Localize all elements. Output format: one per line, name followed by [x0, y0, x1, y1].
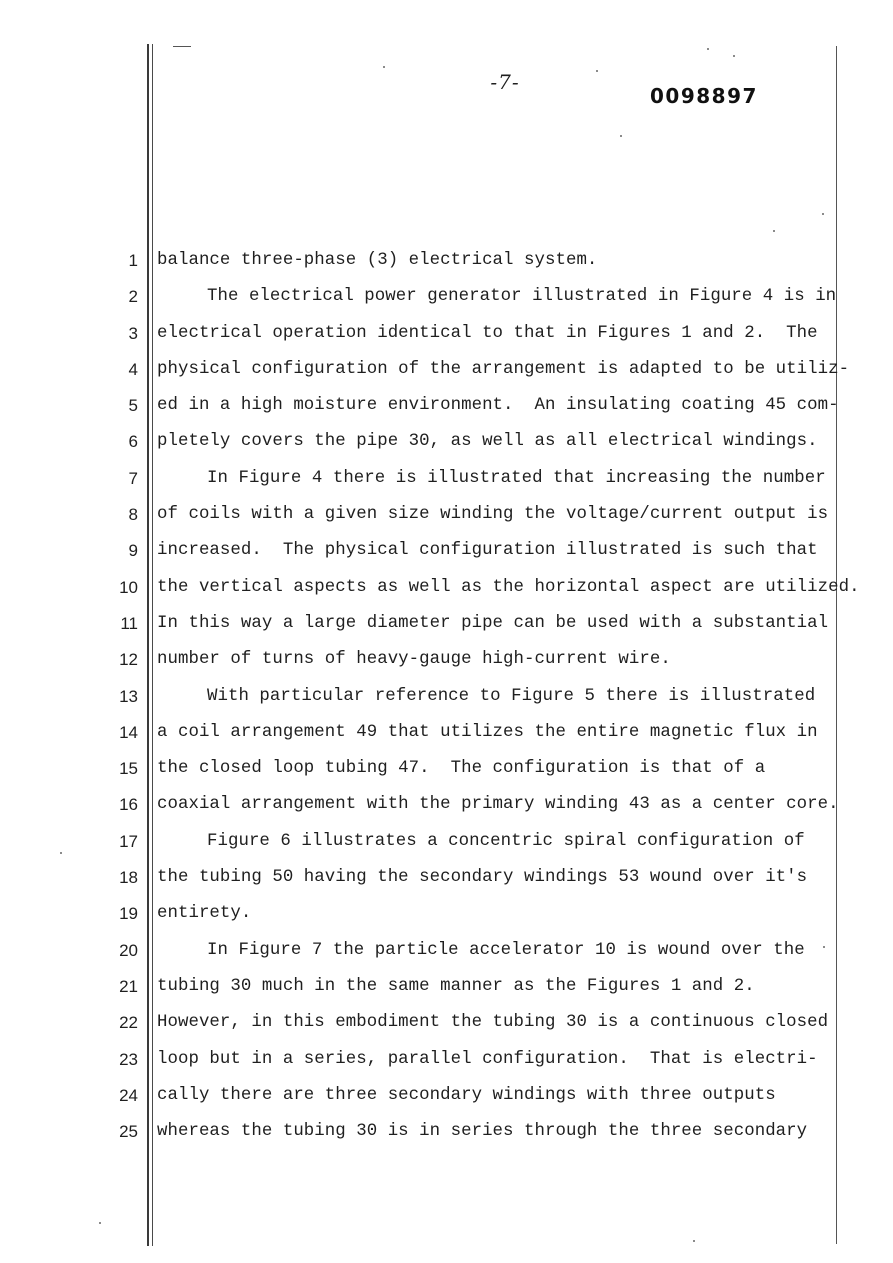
text-line — [0, 862, 893, 898]
line-text: tubing 30 much in the same manner as the Figures 1 and 2. — [157, 976, 755, 996]
text-line — [0, 426, 893, 462]
scan-speck — [822, 213, 824, 215]
text-line — [0, 1116, 893, 1152]
line-text: the closed loop tubing 47. The configuration is that of a — [157, 759, 766, 779]
line-number: 6 — [128, 432, 138, 452]
text-line — [0, 681, 893, 717]
text-line — [0, 935, 893, 971]
line-number: 25 — [119, 1122, 138, 1142]
line-text: With particular reference to Figure 5 there is illustrated — [207, 686, 816, 706]
text-line — [0, 318, 893, 354]
text-line — [0, 644, 893, 680]
scan-speck — [620, 135, 622, 137]
text-line — [0, 826, 893, 862]
line-text: the tubing 50 having the secondary windings 53 wound over it's — [157, 868, 808, 888]
text-line — [0, 281, 893, 317]
document-number: 0098897 — [650, 84, 758, 108]
scan-speck — [99, 1222, 101, 1224]
line-number: 13 — [119, 686, 138, 706]
line-text: coaxial arrangement with the primary winding 43 as a center core. — [157, 795, 839, 815]
line-number: 24 — [119, 1085, 138, 1105]
line-number: 16 — [119, 795, 138, 815]
line-text: entirety. — [157, 904, 252, 924]
line-text: In Figure 4 there is illustrated that increasing the number — [207, 468, 826, 488]
text-line — [0, 463, 893, 499]
line-number: 3 — [128, 323, 138, 343]
line-number: 14 — [119, 722, 138, 742]
line-number: 4 — [128, 359, 138, 379]
text-line — [0, 898, 893, 934]
line-number: 8 — [128, 505, 138, 525]
line-text: electrical operation identical to that in Figures 1 and 2. The — [157, 323, 818, 343]
line-number: 11 — [120, 613, 138, 633]
line-number: 23 — [119, 1049, 138, 1069]
top-margin-mark — [173, 46, 191, 47]
text-line — [0, 535, 893, 571]
numbered-text-body — [0, 245, 893, 1152]
line-text: whereas the tubing 30 is in series through the three secondary — [157, 1122, 808, 1142]
text-line — [0, 717, 893, 753]
page-number: -7- — [490, 70, 520, 94]
text-line — [0, 1080, 893, 1116]
text-line — [0, 245, 893, 281]
scan-speck — [693, 1240, 695, 1242]
line-text: The electrical power generator illustrated in Figure 4 is in — [207, 287, 837, 307]
line-number: 1 — [128, 251, 138, 270]
line-number: 19 — [119, 904, 138, 924]
line-text: loop but in a series, parallel configuration. That is electri- — [157, 1049, 818, 1069]
line-number: 21 — [119, 976, 138, 996]
line-number: 5 — [128, 396, 138, 416]
line-number: 2 — [128, 287, 138, 307]
scan-speck — [596, 70, 598, 72]
line-number: 20 — [119, 940, 138, 960]
text-line — [0, 1044, 893, 1080]
text-line — [0, 354, 893, 390]
scan-speck — [733, 55, 735, 57]
scan-speck — [707, 48, 709, 50]
line-number: 10 — [119, 577, 138, 597]
line-text: In Figure 7 the particle accelerator 10 is wound over the — [207, 940, 805, 960]
line-text: increased. The physical configuration illustrated is such that — [157, 541, 818, 561]
text-line — [0, 608, 893, 644]
line-text: pletely covers the pipe 30, as well as all electrical windings. — [157, 432, 818, 452]
line-number: 18 — [119, 868, 138, 888]
line-text: physical configuration of the arrangement is adapted to be utiliz- — [157, 359, 850, 379]
text-line — [0, 499, 893, 535]
line-text: However, in this embodiment the tubing 30 is a continuous closed — [157, 1013, 829, 1033]
scan-speck — [383, 66, 385, 68]
line-number: 22 — [119, 1013, 138, 1033]
text-line — [0, 971, 893, 1007]
text-line — [0, 1007, 893, 1043]
line-text: a coil arrangement 49 that utilizes the entire magnetic flux in — [157, 722, 818, 742]
line-number: 12 — [119, 650, 138, 670]
line-text: the vertical aspects as well as the horizontal aspect are utilized. — [157, 577, 860, 597]
line-text: number of turns of heavy-gauge high-current wire. — [157, 650, 671, 670]
line-text: In this way a large diameter pipe can be used with a substantial — [157, 613, 829, 633]
line-text: cally there are three secondary windings with three outputs — [157, 1085, 776, 1105]
line-number: 15 — [119, 759, 138, 779]
line-number: 7 — [128, 468, 138, 488]
line-text: balance three-phase (3) electrical system. — [157, 251, 598, 270]
text-line — [0, 390, 893, 426]
text-line — [0, 572, 893, 608]
scan-speck — [773, 230, 775, 232]
line-text: Figure 6 illustrates a concentric spiral configuration of — [207, 831, 805, 851]
line-text: of coils with a given size winding the voltage/current output is — [157, 505, 829, 525]
line-number: 17 — [119, 831, 138, 851]
text-line — [0, 789, 893, 825]
line-number: 9 — [128, 541, 138, 561]
text-line — [0, 753, 893, 789]
line-text: ed in a high moisture environment. An insulating coating 45 com- — [157, 396, 839, 416]
